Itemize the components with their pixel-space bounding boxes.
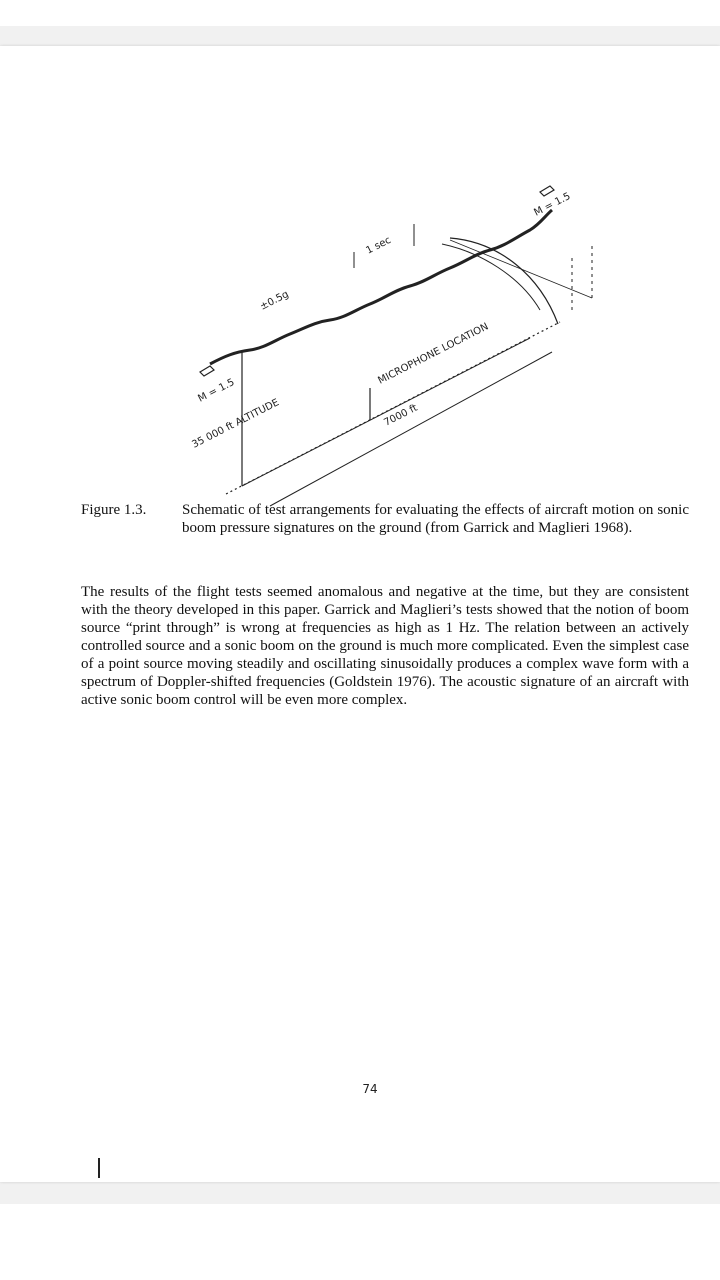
label-distance: 7000 ft <box>382 402 420 429</box>
schematic-drawing <box>180 126 620 516</box>
text-cursor <box>98 1158 100 1178</box>
document-page <box>0 46 720 1182</box>
label-mach-left: M = 1.5 <box>196 377 237 405</box>
caption-label: Figure 1.3. <box>81 502 147 518</box>
shock-ray <box>450 240 592 298</box>
body-paragraph: The results of the flight tests seemed anomalous and negative at the time, but they are consistent with the theory developed in this paper. Garrick and Maglieri’s tests showed that the notion of boom source “print through” is wrong at frequencies as high as 1 Hz. The relation between an actively controlled source and a sonic boom on the ground is much more complicated. Even the simplest case of a point source moving steadily and oscillating sinusoidally produces a complex wave form with a spectrum of Doppler-shifted frequencies (Goldstein 1976). The acoustic signature of an aircraft with active sonic boom control will be even more complex. <box>81 584 689 708</box>
aircraft-left-icon <box>200 366 214 376</box>
page-number: 74 <box>362 1082 378 1096</box>
ground-baseline <box>242 338 530 486</box>
figure-schematic <box>180 126 620 516</box>
label-time-scale: 1 sec <box>364 234 393 257</box>
viewer-bottom-area <box>0 1204 720 1280</box>
label-mach-right: M = 1.5 <box>532 191 573 219</box>
viewer-top-bar <box>0 0 720 26</box>
shock-arc-2 <box>442 244 540 310</box>
label-g-load: ±0.5g <box>258 288 291 313</box>
distance-line <box>270 352 552 506</box>
flight-path <box>210 210 552 364</box>
label-altitude: 35 000 ft ALTITUDE <box>190 397 282 451</box>
label-microphone: MICROPHONE LOCATION <box>376 321 491 387</box>
aircraft-right-icon <box>540 186 554 196</box>
caption-text: Schematic of test arrangements for evaluating the effects of aircraft motion on sonic boom pressure signatures on the ground (from Garrick and Maglieri 1968). <box>182 502 689 536</box>
